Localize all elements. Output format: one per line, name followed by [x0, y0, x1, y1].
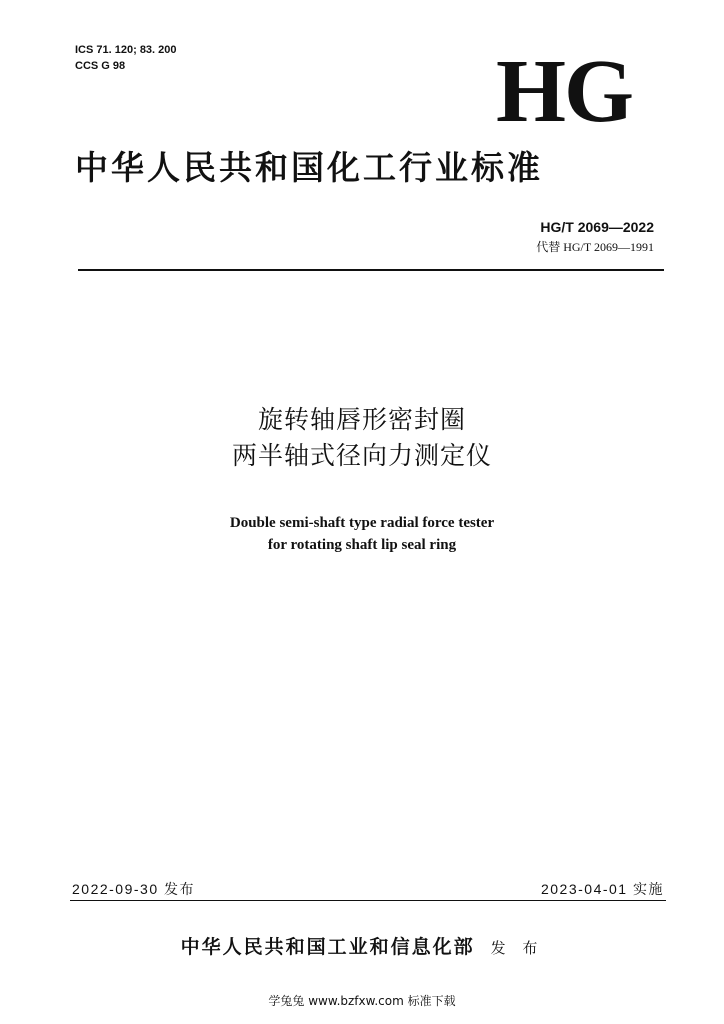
- hg-logo: HG: [495, 42, 632, 141]
- ics-code: ICS 71. 120; 83. 200: [75, 44, 177, 56]
- title-zh-line-1: 旋转轴唇形密封圈: [257, 405, 466, 434]
- publisher: [0, 934, 724, 961]
- ccs-code: CCS G 98: [75, 60, 126, 72]
- document-title-zh: [0, 402, 724, 474]
- publisher-name: 中华人民共和国工业和信息化部: [180, 936, 475, 958]
- standard-number: HG/T 2069—2022: [540, 219, 654, 235]
- issue-date: 2022-09-30 发布: [72, 881, 196, 897]
- title-zh-line-2: 两半轴式径向力测定仪: [231, 441, 492, 470]
- title-en-line-1: Double semi-shaft type radial force tester: [229, 515, 495, 531]
- footer-divider: [70, 900, 666, 901]
- standard-title: 中华人民共和国化工行业标准: [75, 148, 543, 187]
- publisher-action: 发 布: [490, 939, 544, 957]
- classification-codes: [75, 42, 177, 74]
- implementation-date: 2023-04-01 实施: [540, 881, 664, 897]
- watermark-footer: 学兔兔 www.bzfxw.com 标准下载: [268, 994, 456, 1008]
- document-title-en: [0, 512, 724, 556]
- replaces-note: 代替 HG/T 2069—1991: [536, 240, 654, 254]
- header-divider: [78, 269, 664, 271]
- title-en-line-2: for rotating shaft lip seal ring: [267, 537, 457, 553]
